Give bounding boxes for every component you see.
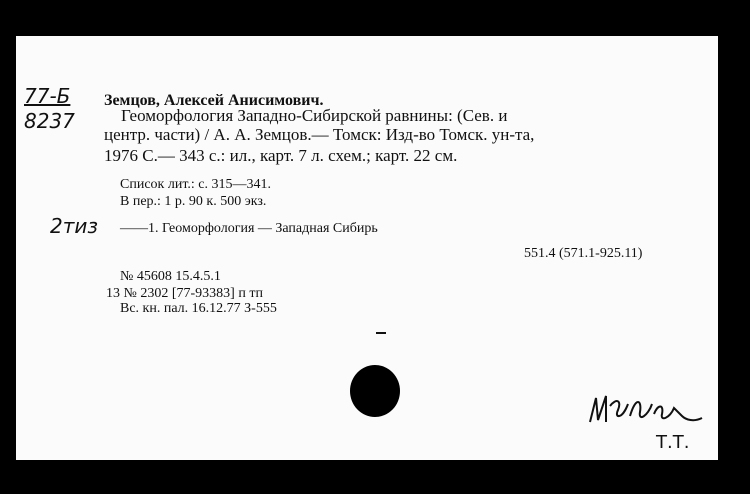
subject-headings: ——1. Геоморфология — Западная Сибирь: [120, 221, 378, 236]
shelf-mark-top: 77-Б: [24, 84, 71, 108]
price-note: В пер.: 1 р. 90 к. 500 экз.: [120, 194, 267, 209]
ink-mark: [376, 332, 386, 334]
chamber-record: Вс. кн. пал. 16.12.77 З-555: [120, 301, 277, 316]
shelf-mark-bottom: 8237: [24, 109, 75, 133]
author-heading: Земцов, Алексей Анисимович.: [104, 92, 324, 109]
title-line-3: 1976 С.— 343 с.: ил., карт. 7 л. схем.; карт. 22 см.: [104, 146, 458, 165]
udc-classification: 551.4 (571.1-925.11): [524, 246, 643, 261]
registration-number-1: № 45608 15.4.5.1: [120, 269, 221, 284]
title-line-1: Геоморфология Западно-Сибирской равнины: (Сев. и: [121, 106, 508, 125]
handwritten-class-mark: 2тиз: [50, 214, 99, 238]
punch-hole: [350, 365, 400, 417]
handwritten-initials: Т.Т.: [656, 432, 690, 453]
bibliography-note: Список лит.: с. 315—341.: [120, 177, 271, 192]
title-line-2: центр. части) / А. А. Земцов.— Томск: Изд-во Томск. ун-та,: [104, 125, 535, 144]
catalog-card: [16, 36, 718, 460]
registration-number-2: 13 № 2302 [77-93383] п тп: [106, 286, 263, 301]
handwritten-signature: [586, 386, 706, 436]
